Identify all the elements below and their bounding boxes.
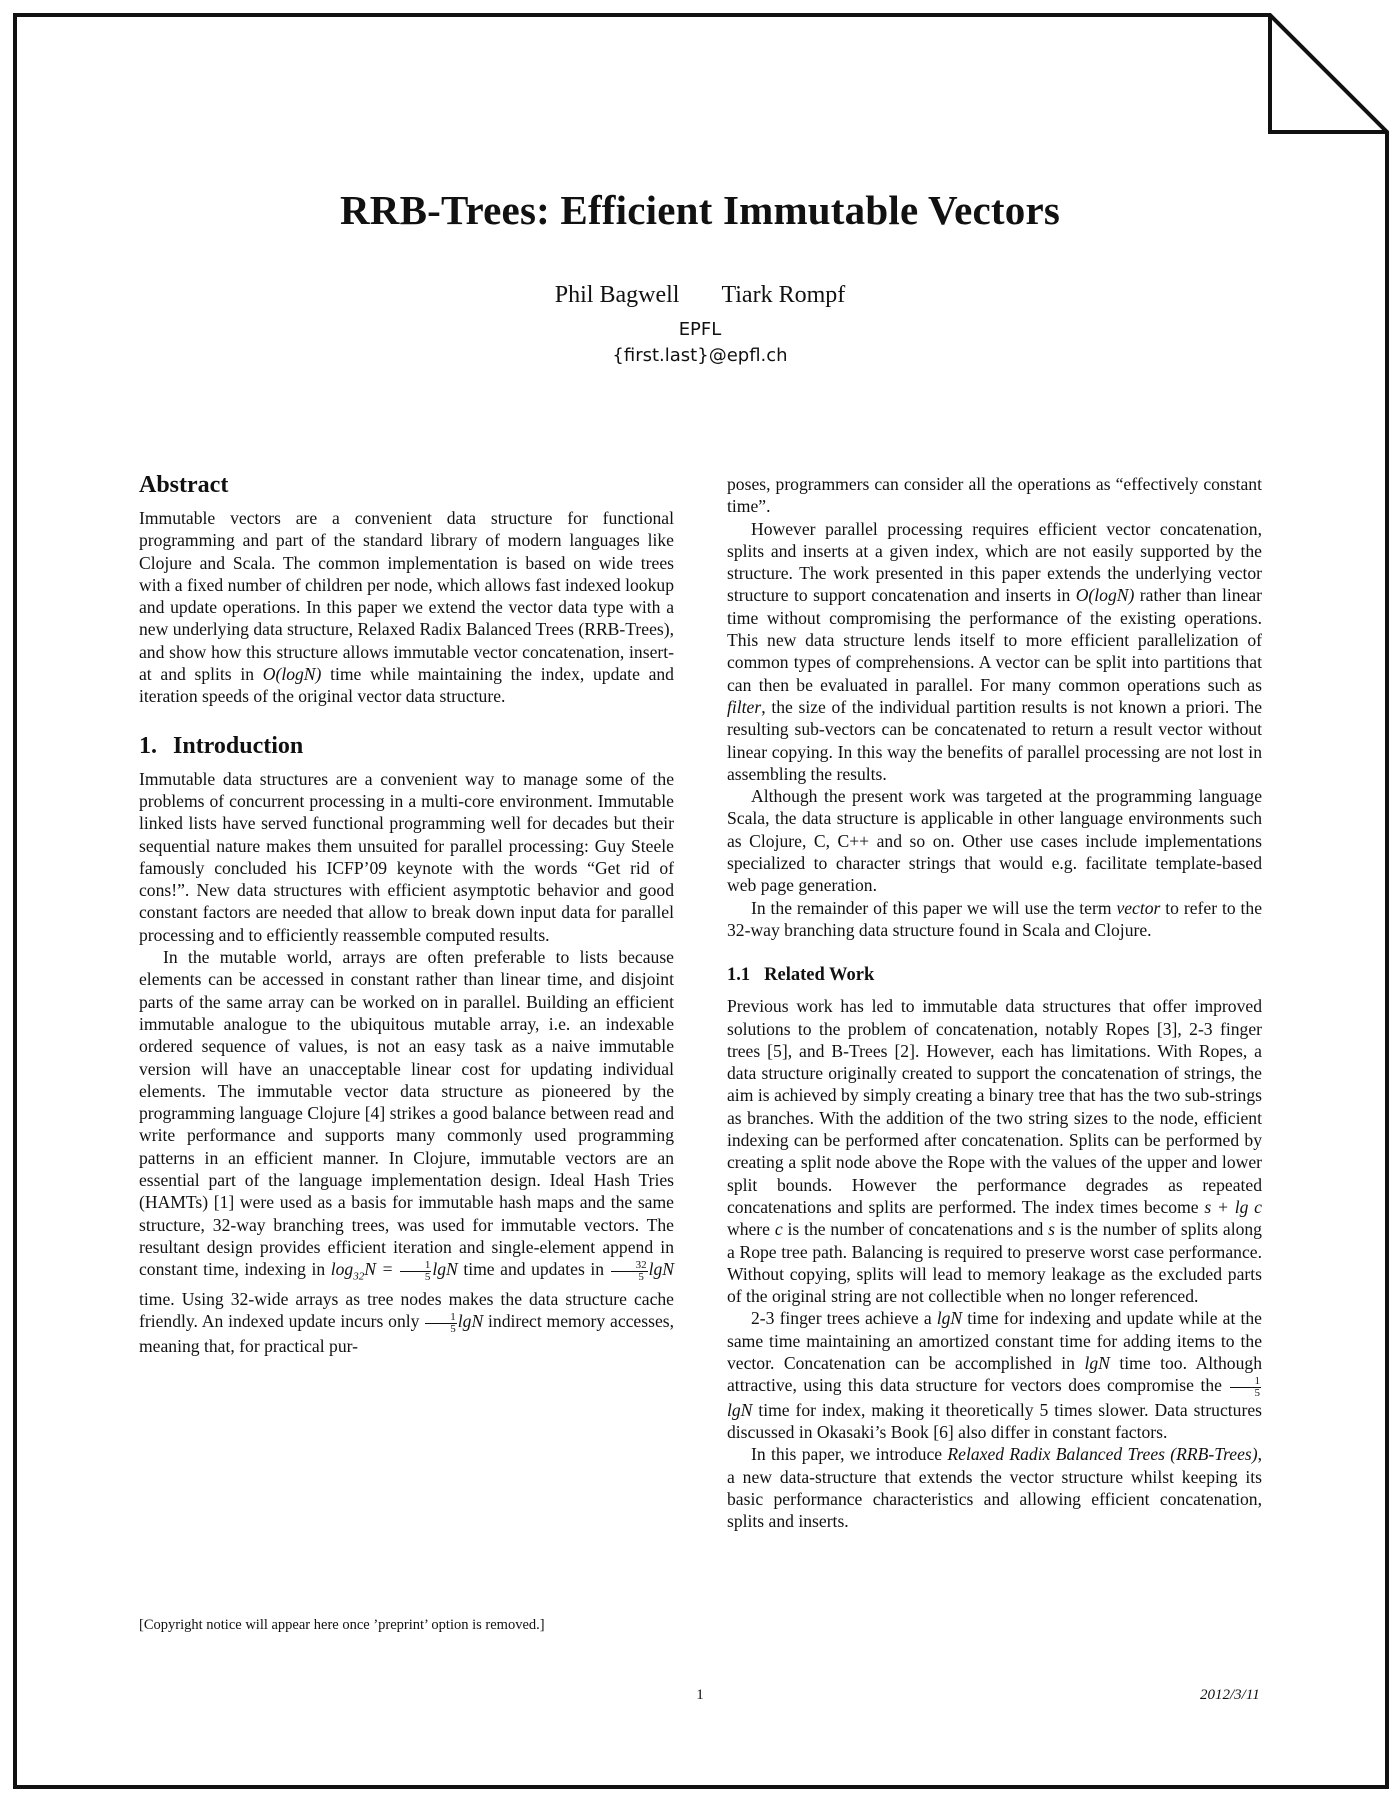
author-list [0,282,1400,309]
abstract-text: Immutable vectors are a convenient data structure for functional programming and part of the standard library of modern languages like Clojure and Scala. The common implementation is based on wide trees with a fixed number of children per node, which allows fast indexed lookup and update operations. In this paper we extend the vector data type with a new underlying data structure, Relaxed Radix Balanced Trees (RRB-Trees), and show how this structure allows immutable vector concatenation, insert-at and splits in O(logN) time while maintaining the index, update and iteration speeds of the original vector data structure. [139,508,674,707]
paper-title: RRB-Trees: Efficient Immutable Vectors [339,187,1061,233]
author-name: Phil Bagwell [554,282,680,308]
paragraph: However parallel processing requires efficient vector concatenation, splits and inserts at a given index, which are not easily supported by the structure. The work presented in this paper extends the underlying vector structure to support concatenation and inserts in O(logN) rather than linear time without compromising the performance of the existing operations. This new data structure lends itself to more efficient parallelization of common types of comprehensions. A vector can be split into partitions that can then be evaluated in parallel. For many common operations such as filter, the size of the individual partition results is not known a priori. The resulting sub-vectors can be concatenated to return a result vector without linear copying. In this way the benefits of parallel processing are not lost in assembling the results. [727,518,1262,784]
abstract-heading: Abstract [139,472,229,498]
document-date: 2012/3/11 [1200,1687,1260,1703]
paragraph: poses, programmers can consider all the operations as “effectively constant time”. [727,474,1262,517]
section-heading-introduction: 1. Introduction [139,732,304,759]
page-number: 1 [696,1687,704,1703]
paragraph: Previous work has led to immutable data structures that offer improved solutions to the problem of concatenation, notably Ropes [3], 2-3 finger trees [5], and B-Trees [2]. However, each has limitations. With Ropes, a data structure originally created to support the concatenation of strings, the aim is achieved by simply creating a binary tree that has the two sub-strings as branches. With the addition of the two string sizes to the node, efficient indexing can be performed after concatenation. Splits can be performed by creating a split node above the Rope with the values of the upper and lower split bounds. However the performance degrades as repeated concatenations and splits are performed. The index times become s + lg c where c is the number of concatenations and s is the number of splits along a Rope tree path. Balancing is required to preserve worst case performance. Without copying, splits will lead to memory leakage as the excluded parts of the original string are not collectible when no longer referenced. [727,996,1262,1307]
affiliation: EPFL [678,319,722,340]
copyright-notice: [Copyright notice will appear here once ’preprint’ option is removed.] [139,1617,545,1633]
paragraph: Although the present work was targeted at the programming language Scala, the data structure is applicable in other language environments such as Clojure, C, C++ and so on. Other use cases include implementations specialized to character strings that would e.g. facilitate template-based web page generation. [727,786,1262,896]
paragraph: In the remainder of this paper we will use the term vector to refer to the 32-way branching data structure found in Scala and Clojure. [727,897,1263,940]
paragraph: In this paper, we introduce Relaxed Radix Balanced Trees (RRB-Trees), a new data-structure that extends the vector structure whilst keeping its basic performance characteristics and allowing efficient concatenation, splits and inserts. [727,1444,1262,1532]
author-email: {first.last}@epfl.ch [612,345,788,366]
paragraph: 2-3 finger trees achieve a lgN time for indexing and update while at the same time maintaining an amortized constant time for adding items to the vector. Concatenation can be accomplished in lgN time too. Although attractive, using this data structure for vectors does compromise the $\frac{1}{5}$ lgN time for index, making it theoretically 5 times slower. Data structures discussed in Okasaki’s Book [6] also differ in constant factors. [727,1308,1262,1443]
paragraph: In the mutable world, arrays are often preferable to lists because elements can be accessed in constant rather than linear time, and disjoint parts of the same array can be worked on in parallel. Building an efficient immutable analogue to the ubiquitous mutable array, i.e. an indexable ordered sequence of values, is not an easy task as a naive immutable version will have an unacceptable linear cost for updating individual elements. The immutable vector data structure as pioneered by the programming language Clojure [4] strikes a good balance between read and write performance and supports many commonly used programming patterns in an efficient manner. In Clojure, immutable vectors are an essential part of the language implementation design. Ideal Hash Tries (HAMTs) [1] were used as a basis for immutable hash maps and the same structure, 32-way branching trees, was used for immutable vectors. The resultant design provides efficient iteration and single-element append in constant time, indexing in $\log_{32}N$ = $\frac{1}{5}$ lgN time and updates in $\frac{32}{5}$ lgN time. Using 32-wide arrays as tree nodes makes the data structure cache friendly. An indexed update incurs only $\frac{1}{5}$ lgN indirect memory accesses, meaning that, for practical pur- [139,947,675,1356]
subsection-heading-related-work: 1.1 Related Work [727,965,875,986]
right-column [727,473,1262,1533]
paragraph: Immutable data structures are a convenient way to manage some of the problems of concurrent processing in a multi-core environment. Immutable linked lists have served functional programming well for decades but their sequential nature makes them unsuited for parallel processing: Guy Steele famously concluded his ICFP’09 keynote with the words “Get rid of cons!”. New data structures with efficient asymptotic behavior and good constant factors are needed that allow to break down input data for parallel processing and to efficiently reassemble computed results. [139,768,674,945]
left-column [139,471,674,1357]
author-name: Tiark Rompf [721,282,846,308]
